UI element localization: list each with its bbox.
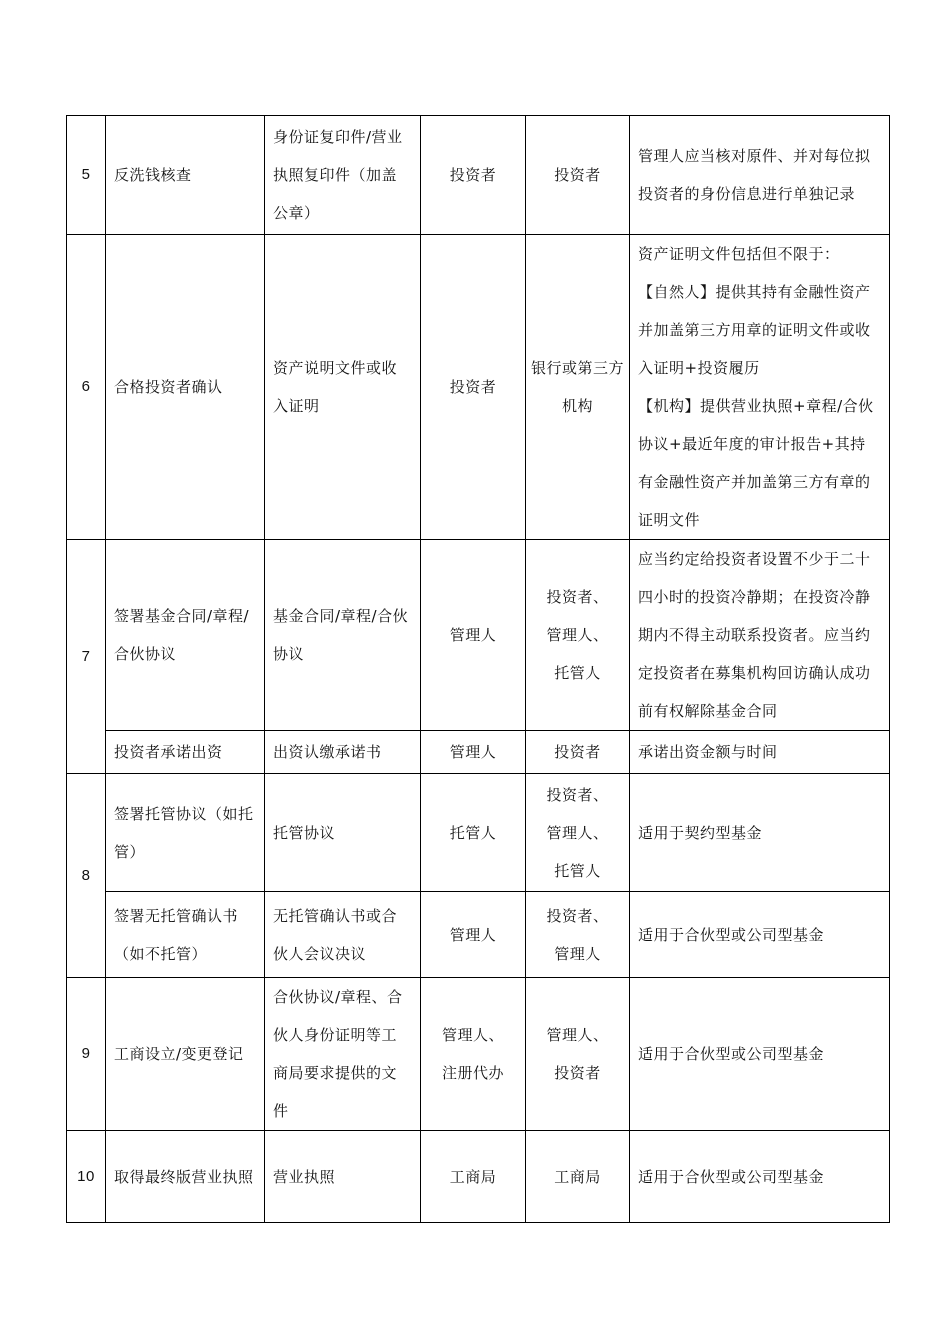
row-number: 8 [67, 774, 106, 978]
table-row [67, 731, 890, 774]
note-cell: 适用于合伙型或公司型基金 [630, 1131, 890, 1223]
document-cell: 出资认缴承诺书 [265, 731, 421, 774]
signer-cell: 银行或第三方机构 [526, 235, 630, 540]
step-cell: 取得最终版营业执照 [106, 1131, 265, 1223]
provider-cell: 投资者 [421, 116, 526, 235]
provider-cell: 管理人 [421, 892, 526, 978]
note-cell: 适用于契约型基金 [630, 774, 890, 892]
provider-cell: 工商局 [421, 1131, 526, 1223]
signer-line: 投资者、 [546, 785, 609, 804]
signer-line: 投资者 [554, 1064, 601, 1082]
step-cell: 签署托管协议（如托管） [106, 774, 265, 892]
table-row [67, 235, 890, 540]
signer-line: 管理人、 [546, 626, 609, 644]
table-row [67, 892, 890, 978]
document-cell: 合伙协议/章程、合伙人身份证明等工商局要求提供的文件 [265, 978, 421, 1131]
signer-line: 管理人、 [546, 823, 609, 842]
step-cell: 签署基金合同/章程/合伙协议 [106, 540, 265, 731]
row-number: 10 [67, 1131, 106, 1223]
document-cell: 营业执照 [265, 1131, 421, 1223]
provider-line: 管理人、 [441, 1026, 504, 1044]
step-cell: 工商设立/变更登记 [106, 978, 265, 1131]
signer-line: 投资者、 [546, 588, 609, 606]
signer-line: 管理人、 [546, 1026, 609, 1044]
provider-cell [421, 978, 526, 1131]
row-number: 5 [67, 116, 106, 235]
signer-cell: 投资者 [526, 731, 630, 774]
signer-line: 管理人 [554, 944, 601, 963]
row-number: 6 [67, 235, 106, 540]
table-row [67, 978, 890, 1131]
table-row [67, 1131, 890, 1223]
step-cell: 反洗钱核查 [106, 116, 265, 235]
note-line: 【自然人】提供其持有金融性资产并加盖第三方用章的证明文件或收入证明+投资履历 [638, 283, 871, 377]
signer-cell [526, 774, 630, 892]
row-number: 7 [67, 540, 106, 774]
document-cell: 资产说明文件或收入证明 [265, 235, 421, 540]
step-cell: 投资者承诺出资 [106, 731, 265, 774]
signer-cell: 工商局 [526, 1131, 630, 1223]
row-number: 9 [67, 978, 106, 1131]
signer-line: 投资者、 [546, 906, 609, 925]
table-row [67, 540, 890, 731]
fund-process-table [66, 115, 890, 1223]
provider-cell: 管理人 [421, 731, 526, 774]
note-line: 资产证明文件包括但不限于： [638, 245, 840, 263]
signer-cell [526, 892, 630, 978]
note-cell [630, 235, 890, 540]
step-cell: 签署无托管确认书（如不托管） [106, 892, 265, 978]
step-cell: 合格投资者确认 [106, 235, 265, 540]
note-cell: 应当约定给投资者设置不少于二十四小时的投资冷静期；在投资冷静期内不得主动联系投资者。应当约定投资者在募集机构回访确认成功前有权解除基金合同 [630, 540, 890, 731]
note-cell: 适用于合伙型或公司型基金 [630, 892, 890, 978]
document-cell: 无托管确认书或合伙人会议决议 [265, 892, 421, 978]
table-row [67, 774, 890, 892]
provider-cell: 投资者 [421, 235, 526, 540]
signer-line: 托管人 [554, 664, 601, 682]
document-cell: 基金合同/章程/合伙协议 [265, 540, 421, 731]
note-cell: 适用于合伙型或公司型基金 [630, 978, 890, 1131]
signer-line: 托管人 [554, 861, 601, 880]
document-cell: 托管协议 [265, 774, 421, 892]
provider-line: 注册代办 [441, 1064, 504, 1082]
provider-cell: 托管人 [421, 774, 526, 892]
signer-cell [526, 540, 630, 731]
note-line: 【机构】提供营业执照+章程/合伙协议+最近年度的审计报告+其持有金融性资产并加盖第三方有章的证明文件 [638, 397, 874, 529]
note-cell: 管理人应当核对原件、并对每位拟投资者的身份信息进行单独记录 [630, 116, 890, 235]
document-cell: 身份证复印件/营业执照复印件（加盖公章） [265, 116, 421, 235]
signer-cell [526, 978, 630, 1131]
signer-cell: 投资者 [526, 116, 630, 235]
table-row [67, 116, 890, 235]
note-cell: 承诺出资金额与时间 [630, 731, 890, 774]
provider-cell: 管理人 [421, 540, 526, 731]
